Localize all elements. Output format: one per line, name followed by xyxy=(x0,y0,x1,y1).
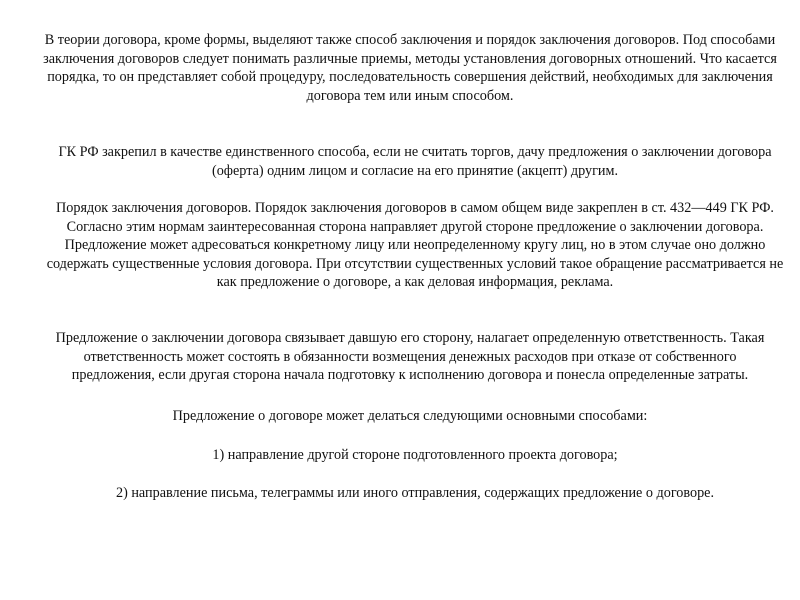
paragraph-conclusion-procedure: Порядок заключения договоров. Порядок заключения договоров в самом общем виде закреплен в ст. 432—449 ГК РФ. Согласно этим нормам заинтересованная сторона направляет другой стороне предложение о заключении договора. Предложение может адресоваться конкретному лицу или неопределенному кругу лиц, но в этом случае оно должно содержать существенные условия договора. При отсутствии существенных условий такое обращение рассматривается не как предложение о договоре, а как деловая информация, реклама. xyxy=(46,200,784,291)
list-item-draft-contract: 1) направление другой стороне подготовленного проекта договора; xyxy=(212,447,618,463)
paragraph-methods-and-order: В теории договора, кроме формы, выделяют также способ заключения и порядок заключения договоров. Под способами заключения договоров следует понимать различные приемы, методы установления договорных отношений. Что касается порядка, то он представляет собой процедуру, последовательность совершения действий, необходимых для заключения договора тем или иным способом. xyxy=(43,32,777,104)
list-item-letter-telegram: 2) направление письма, телеграммы или иного отправления, содержащих предложение о договоре. xyxy=(115,485,715,501)
paragraph-offer-liability: Предложение о заключении договора связывает давшую его сторону, налагает определенную ответственность. Такая ответственность может состоять в обязанности возмещения денежных расходов при отказе от собственного предложения, если другая сторона начала подготовку к исполнению договора и понесла определенные затраты. xyxy=(55,330,765,384)
paragraph-offer-methods-intro: Предложение о договоре может делаться следующими основными способами: xyxy=(172,408,648,424)
paragraph-offer-acceptance: ГК РФ закрепил в качестве единственного способа, если не считать торгов, дачу предложения о заключении договора (оферта) одним лицом и согласие на его принятие (акцепт) другим. xyxy=(58,144,772,179)
